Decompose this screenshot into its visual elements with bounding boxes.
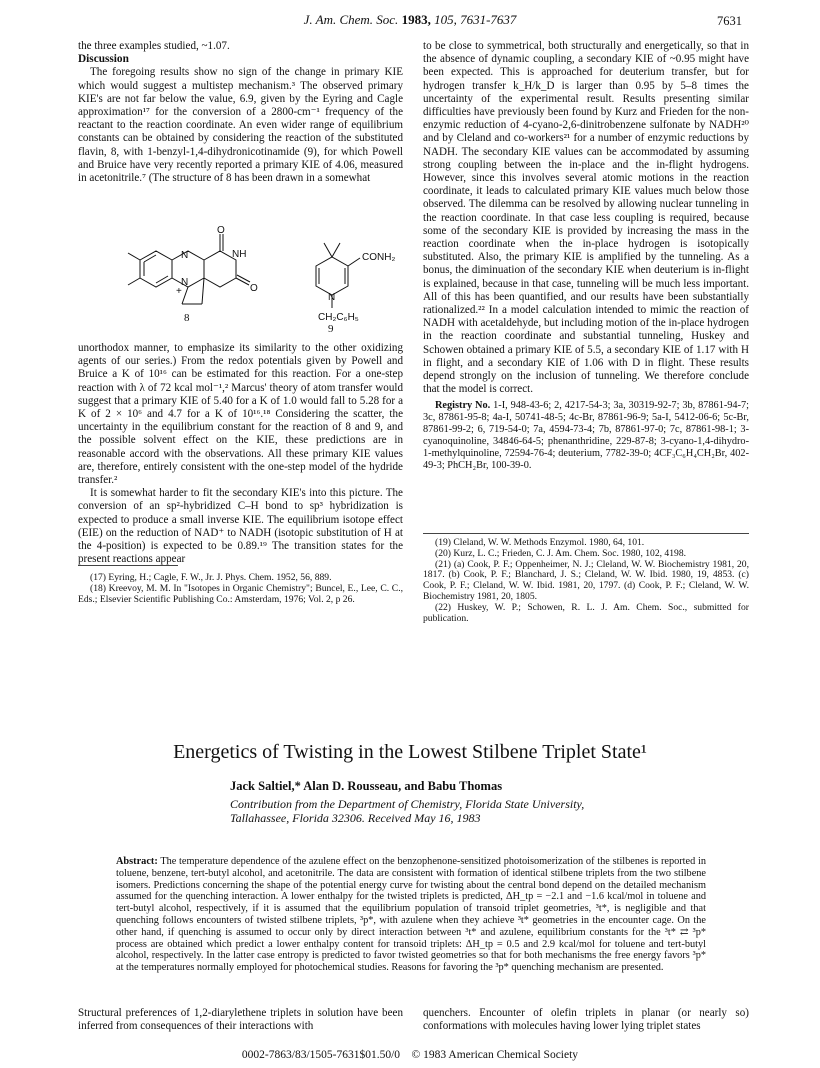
journal-name: J. Am. Chem. Soc. <box>303 12 399 27</box>
atom-n2: N <box>181 277 189 288</box>
registry-text: 1-I, 948-43-6; 2, 4217-54-3; 3a, 30319-92-7; 3b, 87861-94-7; 3c, 87861-95-8; 4a-I, 50741-48-5; 4c-Br, 87861-96-9; 5a-I, 5412-06-6; 5c-Br, 87861-99-2; 6, 719-54-0; 7a, 4594-73-4; 7b, 87861-97-0; 7c, 87861-98-1; 3-cyanoquinoline, 34846-64-5; phenanthridine, 229-87-8; 3-cyano-1,4-dihydro-1-methylquinoline, 72594-76-4; deuterium, 7782-39-0; 4CF₃C₆H₄CH₂Br, 402-49-3; PhCH₂Br, 100-39-0. <box>423 400 750 472</box>
journal-volume-pages: 105, 7631-7637 <box>434 12 517 27</box>
page-number: 7631 <box>717 14 742 28</box>
footnote: (19) Cleland, W. W. Methods Enzymol. 1980, 64, 101. <box>435 537 645 548</box>
article-title: Energetics of Twisting in the Lowest Stilbene Triplet State¹ <box>173 741 647 763</box>
footnote-rule <box>423 533 749 534</box>
compound-label-8: 8 <box>184 312 190 324</box>
paragraph: unorthodox manner, to emphasize its similarity to the other oxidizing agents of our series.) From the redox potentials given by Powell and Bruice a K of 10¹⁶ can be estimated for this reaction. For a one-step reaction with λ of 72 kcal mol⁻¹,² Marcus' theory of atom transfer would suggest that a primary KIE of 5.40 for a K of 1.0 would fall to 5.28 for a K of 2 × 10⁶ and 4.7 for a K of 10¹⁶.¹⁸ Considering the scatter, the uncertainty in the equilibrium constant for the reaction of 8 and 9, and the possible solvent effect on the KIE, these predictions are in reasonable accord with the observations. All these primary KIE values are, therefore, entirely consistent with the one-step model of the hydride transfer.² <box>78 342 403 487</box>
compound-label-9: 9 <box>328 323 334 332</box>
running-header <box>0 12 820 28</box>
left-column-bottom <box>78 342 403 566</box>
section-title: Discussion <box>78 53 129 66</box>
body-text-right: quenchers. Encounter of olefin triplets in planar (or nearly so) conformations with molecules having lower lying triplet states <box>423 1007 749 1033</box>
abstract-label: Abstract: <box>116 856 158 867</box>
footer-copyright: © 1983 American Chemical Society <box>411 1049 579 1061</box>
atom-n3: N <box>328 292 336 303</box>
atom-n1: N <box>181 250 189 261</box>
footnote-rule <box>78 565 178 566</box>
structures-svg <box>78 224 403 332</box>
registry-label: Registry No. <box>435 400 491 412</box>
right-column <box>423 40 749 472</box>
footnote: (17) Eyring, H.; Cagle, F. W., Jr. J. Phys. Chem. 1952, 56, 889. <box>90 572 332 583</box>
footnote: (22) Huskey, W. P.; Schowen, R. L. J. Am. Chem. Soc., submitted for publication. <box>423 601 749 624</box>
registry-numbers <box>423 400 749 472</box>
chemical-structures-figure <box>78 224 403 332</box>
paragraph: The foregoing results show no sign of the change in primary KIE which would suggest a multistep mechanism.³ The observed primary KIE's are not far below the value, 6.9, given by the Eyring and Cagle approximation¹⁷ for the conversion of a 2800-cm⁻¹ frequency of the reactant to the reaction coordinate. An even wider range of equilibrium constants can be obtained by considering the reaction of the substituted flavin, 8, with 1-benzyl-1,4-dihydronicotinamide (9), for which Powell and Bruice have very recently reported a primary KIE of 4.06, measured in acetonitrile.⁷ (The structure of 8 has been drawn in a somewhat <box>78 66 403 185</box>
intro-line: the three examples studied, ~1.07. <box>78 40 230 52</box>
article-authors: Jack Saltiel,* Alan D. Rousseau, and Babu Thomas <box>230 779 503 793</box>
footer-code: 0002-7863/83/1505-7631$01.50/0 <box>241 1049 401 1061</box>
charge-plus: + <box>176 286 182 297</box>
paragraph: It is somewhat harder to fit the secondary KIE's into this picture. The conversion of an sp²-hybridized C–H bond to sp³ hybridization is expected to produce a small inverse KIE. The equilibrium isotope effect (EIE) on the reduction of NAD⁺ to NADH (isotopic substitution of H at the 4-position) is expected to be 0.89.¹⁹ The transition states for the present reactions appear <box>78 487 403 566</box>
group-benzyl: CH₂C₆H₅ <box>318 312 359 323</box>
article-affiliation <box>230 797 610 825</box>
abstract-text: The temperature dependence of the azulene effect on the benzophenone-sensitized photoisomerization of the stilbenes is reported in toluene, benzene, tert-butyl alcohol, and acetonitrile. The data are consistent with formation of identical stilbene triplets from the two stilbene isomers. Predictions concerning the shape of the potential energy curve for twisting about the central bond depend on the detailed mechanism assumed for the quenching interaction. A lower enthalpy for the twisted triplets is predicted, ΔH_tp = −2.1 and −1.6 kcal/mol in toluene and tert-butyl alcohol, respectively, if it is assumed that the equilibrium population of transoid triplet geometries, ³t*, is negligible and that quenching follows encounters of twisted stilbene triplets, ³p*, with azulene when they achieve ³t* geometries in the encounter cage. On the other hand, if quenching is assumed to occur only by direct interaction between ³t* and azulene, equilibrium constants for the ³t* ⇄ ³p* process are obtained which predict a lower enthalpy content for transoid triplets: ΔH_tp = 0.5 and 2.9 kcal/mol for toluene and tert-butyl alcohol, respectively. In the latter case entropy is predicted to favor twisted geometries so that for both mechanisms the free energy favors ³p* at the temperatures normally employed for photochemical studies. Reasons for favoring the ³p* quenching mechanism are presented. <box>116 856 707 974</box>
left-column-top <box>78 40 403 185</box>
right-footnotes <box>423 538 749 624</box>
footnote: (21) (a) Cook, P. F.; Oppenheimer, N. J.; Cleland, W. W. Biochemistry 1981, 20, 1817. (b) Cook, P. F.; Blanchard, J. S.; Cleland, W. W. Ibid. 1980, 19, 4853. (c) Cook, P. F.; Cleland, W. W. Ibid. 1981, 20, 1797. (d) Cook, P. F.; Cleland, W. W. Biochemistry 1981, 20, 1805. <box>423 558 749 602</box>
atom-nh: NH <box>232 249 247 260</box>
paragraph: to be close to symmetrical, both structurally and energetically, so that in the absence of dynamic coupling, a secondary KIE of ~0.95 might have been expected. This is approached for deuterium transfer, but for hydrogen transfer k_H/k_D is larger than 0.95 by 5–8 times the uncertainty of the experimental result. Results presenting similar difficulties have previously been found by Kurz and Frieden for the non-enzymic reduction of 4-cyano-2,6-dinitrobenzene sulfonate by NADH²⁰ and by Cleland and co-workers²¹ for a number of enzymic reductions by NADH. The secondary KIE values can be accommodated by assuming strong coupling between the in-place and the in-flight hydrogens. However, since this involves several atomic motions in the reaction coordinate, it leads to calculated primary KIE values much below those observed. The dilemma can be resolved by allowing nuclear tunneling in the reaction coordinate. In that case less coupling is required, because some of the secondary KIE is provided by increasing the mass in the reaction coordinate when the in-place hydrogen is isotopically substituted. Also, the primary KIE is amplified by the tunneling. As a bonus, the diminuation of the secondary KIE when deuterium is in-flight is explained, because in that case, tunneling will be much less important. All of this has been quantified, and our results have been substantially rationalized.²² In a model calculation intended to mimic the reaction of NADH with acetaldehyde, but including motion of the in-place hydrogen in the reaction coordinate and substantial tunneling, Huskey and Schowen obtained a primary KIE of 5.5, a secondary KIE of 1.17 with H in flight, and a secondary KIE of 1.06 with D in flight. These results depend strongly on the inclusion of tunneling. We therefore conclude that the model is correct. <box>423 40 749 396</box>
footnote: (18) Kreevoy, M. M. In "Isotopes in Organic Chemistry"; Buncel, E., Lee, C. C., Eds.; Elsevier Scientific Publishing Co.: Amsterdam, 1976; Vol. 2, p 26. <box>78 582 403 605</box>
affiliation-line: Contribution from the Department of Chemistry, Florida State University, <box>230 797 585 811</box>
affiliation-line: Tallahassee, Florida 32306. Received May 16, 1983 <box>230 811 481 825</box>
body-text-left: Structural preferences of 1,2-diarylethene triplets in solution have been inferred from consequences of their interactions with <box>78 1007 403 1033</box>
page-footer <box>0 1049 820 1061</box>
group-conh2: CONH₂ <box>362 252 396 263</box>
atom-o2: O <box>250 283 258 294</box>
abstract <box>116 856 706 974</box>
atom-o1: O <box>217 225 225 236</box>
left-footnotes <box>78 573 403 605</box>
benzene-ring <box>140 251 172 287</box>
journal-year: 1983, <box>401 12 431 27</box>
footnote: (20) Kurz, L. C.; Frieden, C. J. Am. Chem. Soc. 1980, 102, 4198. <box>435 547 687 559</box>
dihydropyridine-ring <box>316 257 348 295</box>
